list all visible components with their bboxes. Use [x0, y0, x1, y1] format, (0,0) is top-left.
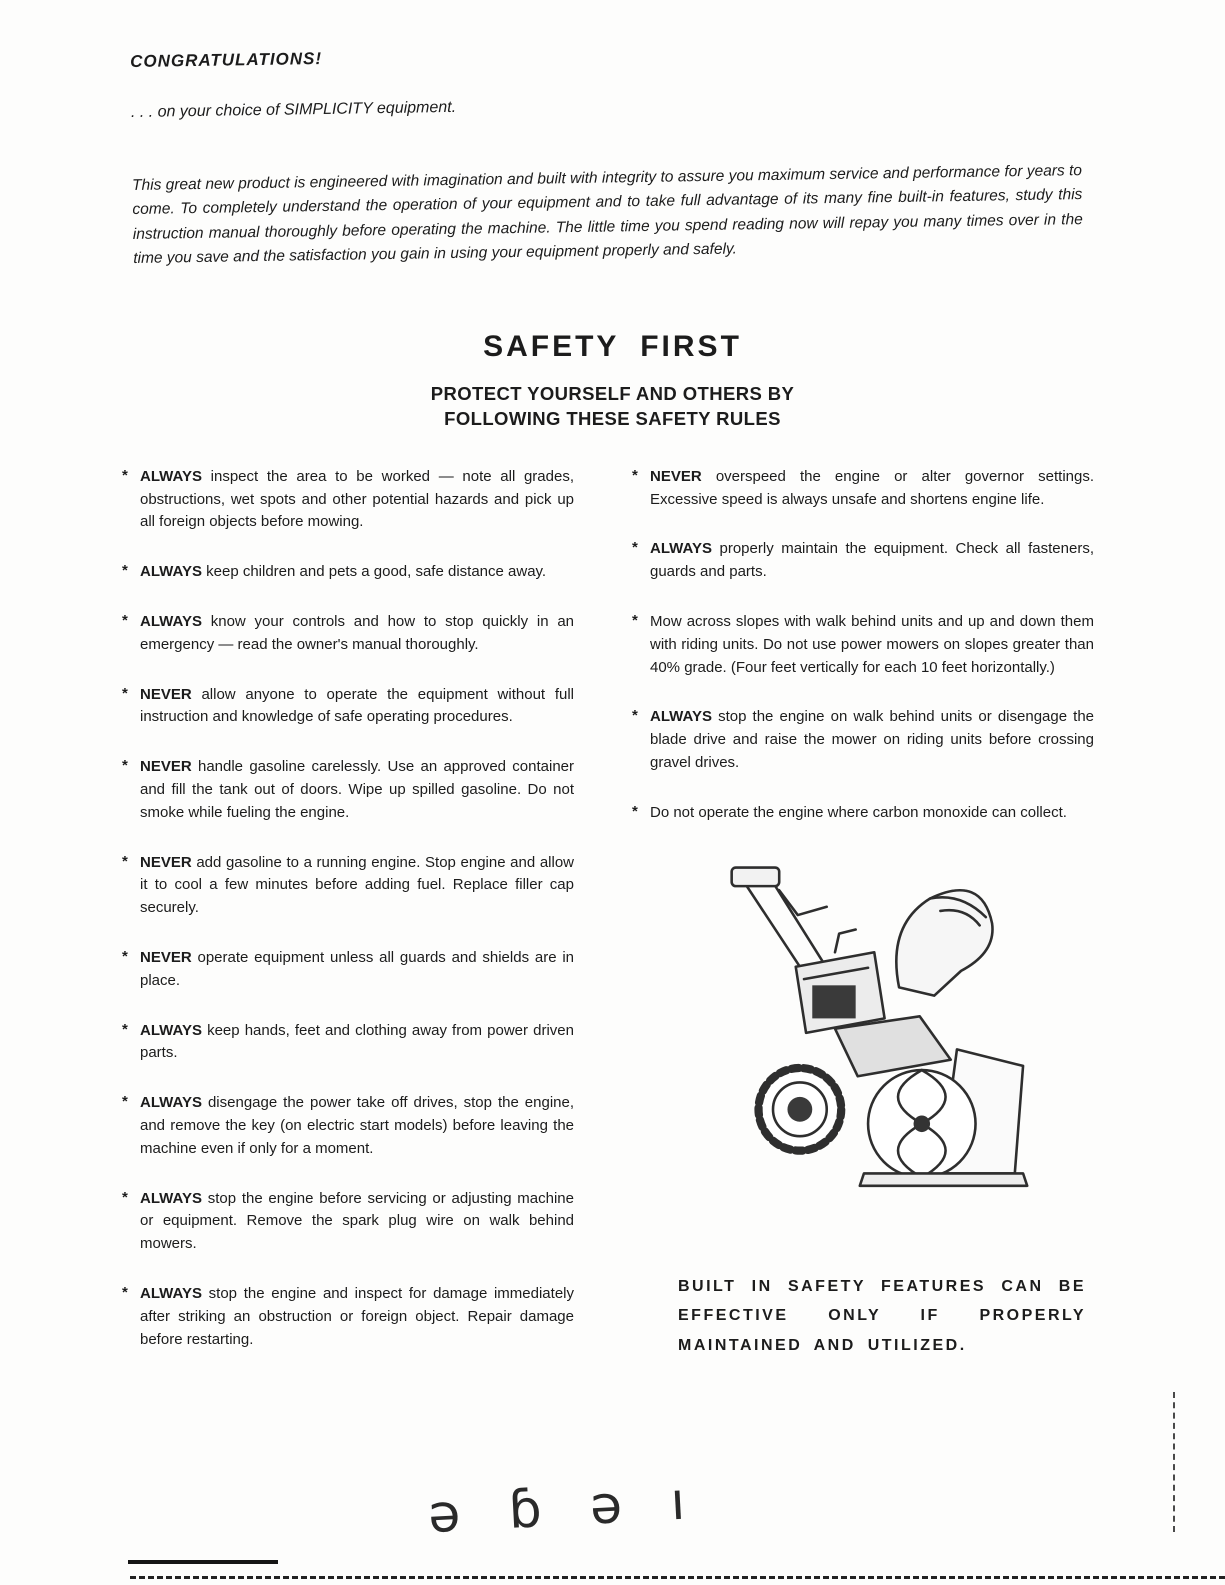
rule-text: Do not operate the engine where carbon monoxide can collect. [650, 803, 1067, 821]
safety-rule [632, 802, 1094, 825]
bullet-asterisk: * [122, 466, 128, 484]
safety-rule [122, 1020, 574, 1066]
bullet-asterisk: * [122, 852, 128, 870]
rule-keyword: NEVER [140, 758, 192, 776]
rule-text: know your controls and how to stop quickly in an emergency — read the owner's manual thoroughly. [140, 613, 575, 653]
safety-rules-columns [122, 466, 1155, 1379]
bullet-asterisk: * [122, 1284, 128, 1301]
bullet-asterisk: * [122, 562, 128, 580]
rule-keyword: ALWAYS [140, 1094, 202, 1112]
rule-keyword: NEVER [140, 853, 192, 871]
bullet-asterisk: * [122, 948, 128, 966]
congratulations-heading: CONGRATULATIONS! [130, 48, 323, 71]
rule-text: Mow across slopes with walk behind units and up and down them with riding units. Do not use power mowers on slopes greater than 40% grade. (Four feet vertically for each 10 feet horizontally.) [650, 613, 1094, 676]
safety-subtitle [0, 382, 1225, 432]
snow-blower-illustration [680, 861, 1052, 1218]
safety-rule [122, 756, 574, 824]
safety-rule [122, 852, 574, 920]
safety-rule [632, 611, 1094, 679]
bullet-asterisk: * [632, 466, 638, 484]
safety-rule [122, 561, 574, 584]
rules-column-left [122, 466, 574, 1379]
rule-text: handle gasoline carelessly. Use an approved container and fill the tank out of doors. Wipe up spilled gasoline. Do not smoke while fueling the engine. [140, 758, 575, 821]
rules-column-right [632, 466, 1094, 1379]
safety-rule [632, 706, 1094, 774]
rule-keyword: ALWAYS [140, 1189, 202, 1207]
rule-text: stop the engine before servicing or adjusting machine or equipment. Remove the spark plug wire on walk behind mowers. [140, 1189, 574, 1253]
rule-text: disengage the power take off drives, stop the engine, and remove the key (on electric start models) before leaving the machine even if only for a moment. [140, 1094, 574, 1157]
rule-text: add gasoline to a running engine. Stop engine and allow it to cool a few minutes before adding fuel. Replace filler cap securely. [140, 853, 574, 917]
choice-line: . . . on your choice of SIMPLICITY equipment. [130, 98, 457, 121]
safety-rule [122, 684, 574, 730]
rule-keyword: ALWAYS [140, 1285, 202, 1302]
rule-text: properly maintain the equipment. Check all fasteners, guards and parts. [650, 540, 1094, 581]
rule-keyword: ALWAYS [140, 467, 202, 485]
bullet-asterisk: * [122, 612, 128, 630]
safety-rule [122, 1092, 574, 1160]
rule-text: inspect the area to be worked — note all grades, obstructions, wet spots and other potential hazards and pick up all foreign objects before mowing. [140, 467, 574, 531]
safety-rule [632, 538, 1094, 584]
rule-text: keep children and pets a good, safe distance away. [206, 563, 547, 581]
rule-keyword: NEVER [140, 685, 192, 703]
rule-text: operate equipment unless all guards and shields are in place. [140, 949, 574, 989]
rule-keyword: NEVER [650, 467, 702, 485]
bullet-asterisk: * [632, 612, 638, 630]
margin-scan-marks [1173, 1392, 1175, 1532]
safety-subtitle-line1: PROTECT YOURSELF AND OTHERS BY [430, 382, 795, 404]
rule-text: overspeed the engine or alter governor settings. Excessive speed is always unsafe and shortens engine life. [650, 467, 1095, 508]
intro-paragraph: This great new product is engineered with imagination and built with integrity to assure you maximum service and performance for years to come. To completely understand the operation of your equipment and to take full advantage of its many fine built-in features, study this instruction manual thoroughly before operating the machine. The little time you spend reading now will repay you many times over in the time you save and the satisfaction you gain in using your equipment properly and safely. [131, 162, 1083, 268]
bullet-asterisk: * [632, 707, 638, 725]
rule-keyword: ALWAYS [650, 708, 712, 726]
safety-rule [632, 466, 1094, 512]
safety-footer-note: BUILT IN SAFETY FEATURES CAN BE EFFECTIVE ONLY IF PROPERLY MAINTAINED AND UTILIZED. [678, 1277, 1086, 1354]
rule-keyword: ALWAYS [140, 1021, 202, 1039]
bullet-asterisk: * [122, 1093, 128, 1111]
rule-text: keep hands, feet and clothing away from power driven parts. [140, 1021, 574, 1062]
bullet-asterisk: * [632, 539, 638, 557]
rule-text: stop the engine and inspect for damage immediately after striking an obstruction or foreign object. Repair damage before restarting. [140, 1285, 574, 1348]
intro-block [130, 36, 1133, 272]
rule-text: allow anyone to operate the equipment without full instruction and knowledge of safe operating procedures. [140, 685, 574, 726]
bullet-asterisk: * [122, 684, 128, 702]
safety-rule [122, 1188, 574, 1256]
rule-keyword: ALWAYS [650, 540, 712, 558]
rule-keyword: ALWAYS [140, 613, 202, 631]
bullet-asterisk: * [122, 1188, 128, 1206]
rule-text: stop the engine on walk behind units or disengage the blade drive and raise the mower on riding units before crossing gravel drives. [650, 708, 1095, 772]
safety-rule [122, 466, 574, 534]
page-bottom-dashed-line [130, 1576, 1225, 1579]
rule-keyword: NEVER [140, 949, 192, 967]
bullet-asterisk: * [122, 757, 128, 775]
bullet-asterisk: * [122, 1020, 128, 1038]
handwritten-mark: ə ɓ ə ı [426, 1470, 703, 1546]
safety-rule [122, 1283, 574, 1351]
safety-first-title: SAFETY FIRST [483, 329, 742, 363]
rule-keyword: ALWAYS [140, 563, 202, 581]
safety-rule [122, 611, 574, 657]
page-bottom-solid-line [128, 1560, 278, 1564]
bullet-asterisk: * [632, 802, 638, 820]
safety-subtitle-line2: FOLLOWING THESE SAFETY RULES [444, 407, 781, 429]
safety-rule [122, 947, 574, 993]
